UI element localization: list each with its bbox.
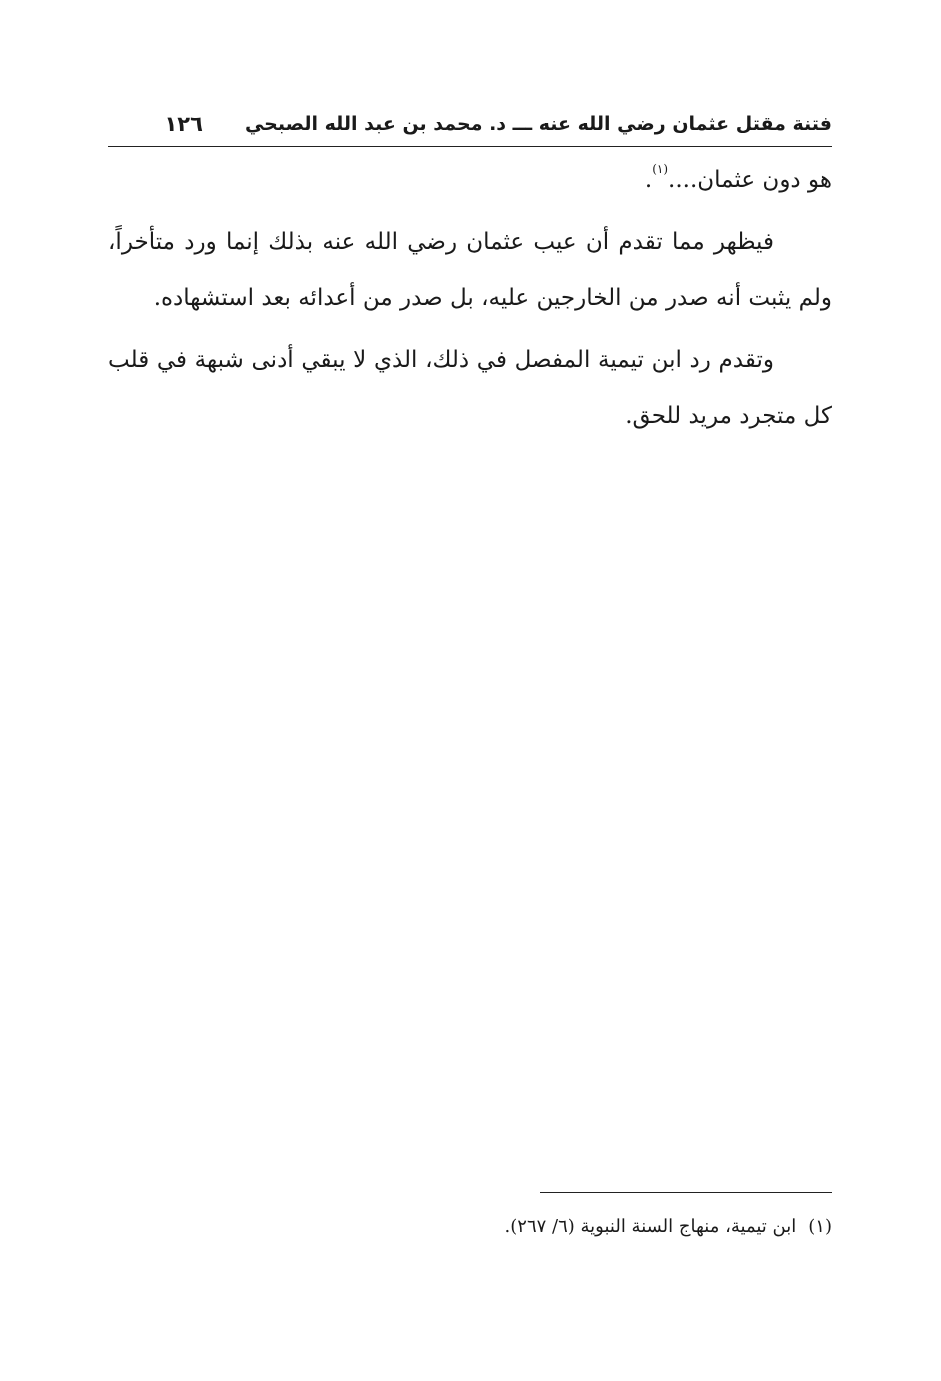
paragraph-1-text: هو دون عثمان....	[668, 167, 832, 193]
footnote-text: ابن تيمية، منهاج السنة النبوية (٦/ ٢٦٧).	[504, 1216, 797, 1237]
header-rule	[108, 146, 832, 147]
footnote-number: (١)	[808, 1216, 832, 1237]
body-text	[108, 152, 832, 450]
paragraph-1-end: .	[644, 167, 653, 193]
paragraph-3: وتقدم رد ابن تيمية المفصل في ذلك، الذي لا يبقي أدنى شبهة في قلب كل متجرد مريد للحق.	[108, 347, 832, 429]
footnote-reference[interactable]: (١)	[652, 162, 669, 176]
running-header	[108, 104, 832, 144]
footnote-rule	[540, 1192, 832, 1193]
page-number: ١٢٦	[164, 112, 203, 136]
running-title: فتنة مقتل عثمان رضي الله عنه ـــ د. محمد بن عبد الله الصبحي	[244, 113, 832, 135]
paragraph-2: فيظهر مما تقدم أن عيب عثمان رضي الله عنه بذلك إنما ورد متأخراً، ولم يثبت أنه صدر من الخارجين عليه، بل صدر من أعدائه بعد استشهاده.	[108, 229, 832, 311]
paragraph-1	[108, 152, 832, 208]
footnote	[108, 1210, 832, 1244]
